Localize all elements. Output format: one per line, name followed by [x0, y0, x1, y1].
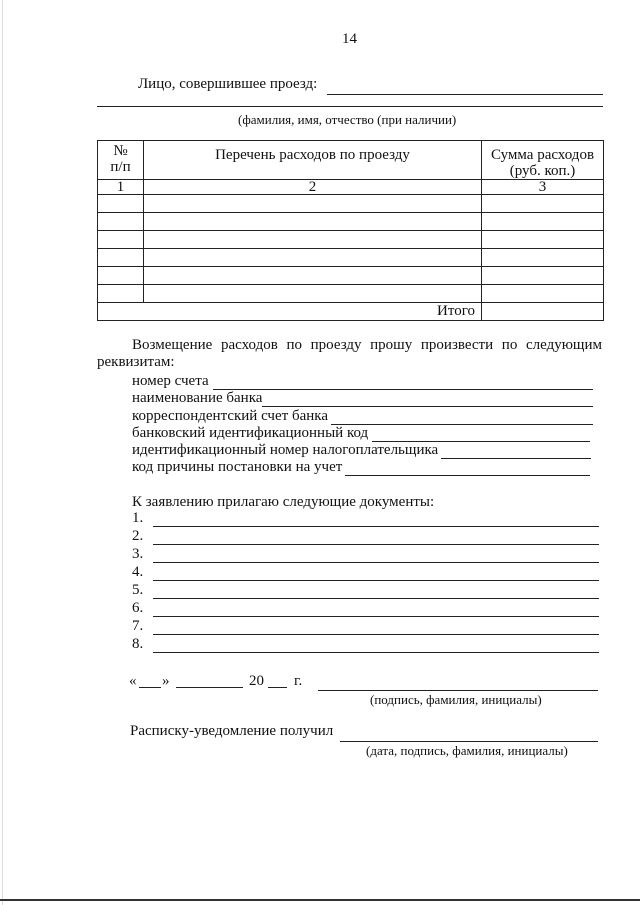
document-number-7: 7. — [132, 618, 144, 634]
table-cell[interactable] — [482, 285, 604, 303]
table-cell[interactable] — [144, 231, 482, 249]
corr-account-field[interactable] — [331, 424, 593, 425]
receipt-hint: (дата, подпись, фамилия, инициалы) — [366, 743, 568, 758]
col-expenses-index: 2 — [144, 180, 482, 195]
scan-edge — [2, 0, 3, 905]
table-cell[interactable] — [482, 231, 604, 249]
bank-name-field[interactable] — [262, 406, 593, 407]
table-cell[interactable] — [144, 213, 482, 231]
traveler-name-field[interactable] — [327, 94, 603, 95]
date-close-quote: » — [162, 673, 170, 689]
table-cell[interactable] — [482, 249, 604, 267]
document-field-7[interactable] — [153, 634, 599, 635]
inn-field[interactable] — [441, 458, 591, 459]
table-cell[interactable] — [144, 285, 482, 303]
traveler-hint: (фамилия, имя, отчество (при наличии) — [238, 112, 457, 127]
date-year-field[interactable] — [268, 687, 287, 688]
date-year-prefix: 20 — [249, 673, 264, 689]
document-number-2: 2. — [132, 528, 144, 544]
table-cell[interactable] — [98, 213, 144, 231]
col-amount-header: Сумма расходов (руб. коп.) — [482, 141, 604, 180]
documents-intro: К заявлению прилагаю следующие документы: — [132, 494, 435, 510]
table-row — [98, 195, 604, 213]
table-header-row — [98, 141, 604, 180]
document-field-6[interactable] — [153, 616, 599, 617]
document-field-1[interactable] — [153, 526, 599, 527]
receipt-label: Расписку-уведомление получил — [130, 723, 334, 739]
table-cell[interactable] — [98, 267, 144, 285]
table-cell[interactable] — [144, 249, 482, 267]
kpp-field[interactable] — [345, 475, 590, 476]
table-cell[interactable] — [98, 231, 144, 249]
table-cell[interactable] — [98, 195, 144, 213]
col-expenses-header: Перечень расходов по проезду — [144, 141, 482, 180]
document-number-4: 4. — [132, 564, 144, 580]
requisite-bank-name-label: наименование банка — [132, 390, 263, 406]
document-number-5: 5. — [132, 582, 144, 598]
table-cell[interactable] — [98, 249, 144, 267]
date-month-field[interactable] — [176, 687, 243, 688]
signature-hint: (подпись, фамилия, инициалы) — [370, 692, 542, 707]
table-cell[interactable] — [482, 213, 604, 231]
table-row — [98, 249, 604, 267]
document-number-1: 1. — [132, 510, 144, 526]
traveler-label: Лицо, совершившее проезд: — [138, 76, 318, 92]
document-field-4[interactable] — [153, 580, 599, 581]
requisite-inn-label: идентификационный номер налогоплательщика — [132, 442, 439, 458]
total-amount-cell[interactable] — [482, 303, 604, 321]
col-number-index: 1 — [98, 180, 144, 195]
table-cell[interactable] — [482, 267, 604, 285]
document-field-5[interactable] — [153, 598, 599, 599]
traveler-name-field-2[interactable] — [97, 106, 603, 107]
expenses-table — [97, 140, 604, 321]
account-number-field[interactable] — [213, 389, 593, 390]
col-amount-index: 3 — [482, 180, 604, 195]
date-day-field[interactable] — [139, 687, 161, 688]
reimbursement-intro-line-2: реквизитам: — [97, 354, 175, 370]
col-number-header: № п/п — [98, 141, 144, 180]
reimbursement-intro-part-1: Возмещение расходов по проезду прошу произвести по следующим — [132, 337, 602, 353]
table-cell[interactable] — [144, 195, 482, 213]
total-label-cell: Итого — [98, 303, 482, 321]
signature-field[interactable] — [318, 690, 598, 691]
page-number: 14 — [342, 31, 357, 47]
document-field-3[interactable] — [153, 562, 599, 563]
requisite-account-label: номер счета — [132, 373, 209, 389]
table-row — [98, 231, 604, 249]
table-row — [98, 267, 604, 285]
table-total-row — [98, 303, 604, 321]
document-field-2[interactable] — [153, 544, 599, 545]
reimbursement-intro-line-1 — [132, 337, 602, 354]
table-row — [98, 213, 604, 231]
document-number-3: 3. — [132, 546, 144, 562]
page-bottom-edge — [0, 899, 640, 901]
receipt-field[interactable] — [340, 741, 598, 742]
document-number-6: 6. — [132, 600, 144, 616]
requisite-kpp-label: код причины постановки на учет — [132, 459, 343, 475]
date-open-quote: « — [129, 673, 137, 689]
table-cell[interactable] — [98, 285, 144, 303]
table-cell[interactable] — [482, 195, 604, 213]
requisite-corr-account-label: корреспондентский счет банка — [132, 408, 328, 424]
table-row — [98, 285, 604, 303]
table-numbering-row — [98, 180, 604, 195]
document-field-8[interactable] — [153, 652, 599, 653]
table-cell[interactable] — [144, 267, 482, 285]
document-number-8: 8. — [132, 636, 144, 652]
date-year-suffix: г. — [294, 673, 303, 689]
requisite-bic-label: банковский идентификационный код — [132, 425, 369, 441]
